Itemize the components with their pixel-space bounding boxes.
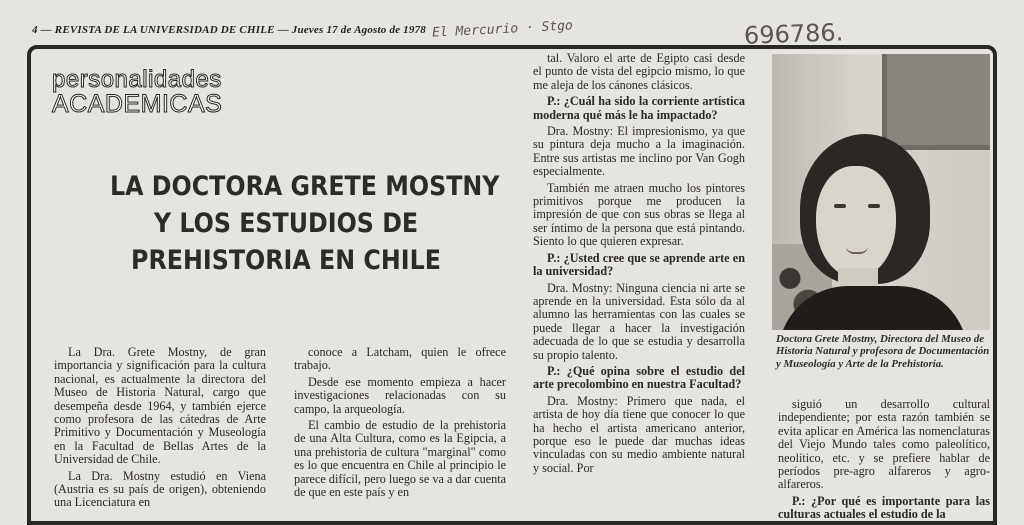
paragraph: La Dra. Mostny estudió en Viena (Austria es su país de origen), obteniendo una Licenciatura en	[54, 468, 266, 510]
paragraph: Dra. Mostny: Ninguna ciencia ni arte se aprende en la universidad. Esta sólo da al alumno las herramientas con las cuales se puede llegar a hacer la investigación adecuada de lo que se estudia y desarrolla su propio talento.	[533, 280, 745, 362]
paragraph: La Dra. Grete Mostny, de gran importancia y significación para la cultura nacional, es actualmente la directora del Museo de Historia Natural, cargo que desempeña desde 1964, y también ejerce como profesora de las cátedras de Arte Primitivo y Documentación y Museología en la Facultad de Bellas Artes de la Universidad de Chile.	[54, 345, 266, 467]
handwritten-number: 696786.	[743, 18, 844, 50]
question-paragraph: P.: ¿Usted cree que se aprende arte en la universidad?	[533, 250, 745, 279]
section-title-line1: personalidades	[52, 66, 222, 93]
paragraph: conoce a Latcham, quien le ofrece trabajo.	[294, 345, 506, 373]
text-column-2	[294, 346, 506, 502]
portrait-eye-right	[868, 204, 880, 208]
text-column-4	[778, 398, 990, 525]
paragraph: Desde ese momento empieza a hacer investigaciones relacionadas con su campo, la arqueología.	[294, 374, 506, 416]
text-column-1	[54, 346, 266, 513]
portrait-face	[816, 166, 896, 278]
article-headline	[110, 168, 500, 279]
paragraph: siguió un desarrollo cultural independiente; por esta razón también se evita aplicar en América las nomenclaturas del Viejo Mundo tales como paleolítico, neolítico, etc. y se prefiere hablar de períodos pre-agro alfareros y agro-alfareros.	[778, 397, 990, 492]
portrait-eye-left	[834, 204, 846, 208]
question-paragraph: P.: ¿Cuál ha sido la corriente artística moderna qué más le ha impactado?	[533, 94, 745, 122]
paragraph: También me atraen mucho los pintores primitivos porque me producen la impresión de que con sus obras se llega al ser íntimo de la persona que está pintando. Siento lo que quieren expresar.	[533, 180, 745, 249]
paragraph: tal. Valoro el arte de Egipto casi desde el punto de vista del egipcio mismo, lo que me aleja de los cánones clásicos.	[533, 51, 745, 92]
handwritten-note: El Mercurio · Stgo	[431, 18, 574, 41]
question-paragraph: P.: ¿Qué opina sobre el estudio del arte precolombino en nuestra Facultad?	[533, 363, 745, 392]
question-paragraph: P.: ¿Por qué es importante para las culturas actuales el estudio de la	[778, 493, 990, 522]
headline-line-3: PREHISTORIA EN CHILE	[131, 245, 441, 276]
photo-caption: Doctora Grete Mostny, Directora del Museo de Historia Natural y profesora de Documentación y Museología y Arte de la Prehistoria.	[776, 333, 990, 370]
text-column-3	[533, 52, 745, 478]
running-head: 4 — REVISTA DE LA UNIVERSIDAD DE CHILE — Jueves 17 de Agosto de 1978	[32, 24, 426, 36]
headline-line-2: Y LOS ESTUDIOS DE	[153, 208, 419, 239]
headline-line-1: LA DOCTORA GRETE MOSTNY	[110, 171, 500, 202]
paragraph: Dra. Mostny: Primero que nada, el artista de hoy día tiene que conocer lo que ha hecho el artista americano anterior, porque eso le puede dar muchas ideas vinculadas con su medio ambiente natural y social. Por	[533, 393, 745, 475]
section-title-line2: ACADEMICAS	[52, 90, 223, 118]
portrait-photo	[772, 54, 990, 330]
wall-painting	[882, 54, 990, 150]
paragraph: El cambio de estudio de la prehistoria de una Alta Cultura, como es la Egipcia, a una prehistoria de cultura "marginal" como es lo que encuentra en Chile al principio le parece difícil, pero luego se va a dar cuenta de que en este país y en	[294, 418, 506, 500]
paragraph: Dra. Mostny: El impresionismo, ya que su pintura deja mucho a la imaginación. Entre sus artistas me inclino por Van Gogh especialmente.	[533, 124, 745, 179]
